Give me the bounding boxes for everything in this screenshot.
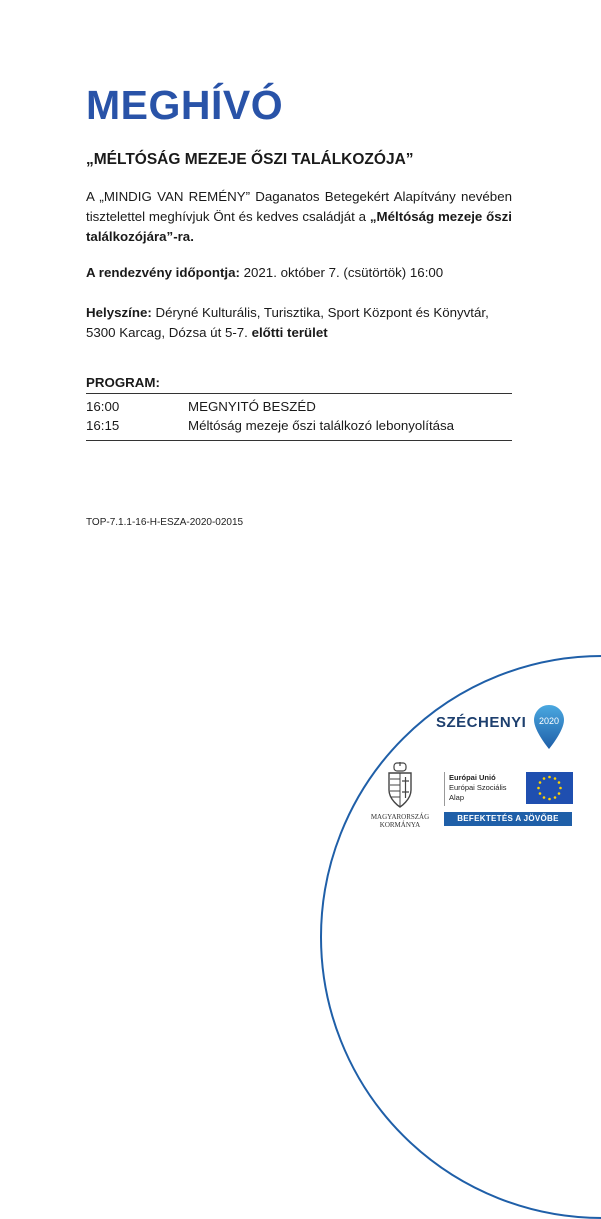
eu-logo-block: [444, 772, 573, 806]
venue-suffix: előtti terület: [251, 325, 328, 340]
eu-fund-line2: Alap: [449, 793, 465, 802]
event-subtitle: „MÉLTÓSÁG MEZEJE ŐSZI TALÁLKOZÓJA”: [86, 151, 414, 168]
intro-paragraph: [86, 187, 512, 247]
program-item: MEGNYITÓ BESZÉD: [188, 399, 316, 414]
program-row: [86, 397, 512, 416]
eu-name: Európai Unió: [449, 773, 496, 782]
eu-flag-icon: [526, 772, 573, 804]
eu-fund-line1: Európai Szociális: [449, 783, 507, 792]
program-item: Méltóság mezeje őszi találkozó lebonyolítása: [188, 418, 455, 433]
project-code: TOP-7.1.1-16-H-ESZA-2020-02015: [86, 517, 244, 528]
program-row: [86, 416, 512, 435]
program-time: 16:15: [86, 418, 120, 433]
event-venue: [86, 303, 512, 343]
program-time: 16:00: [86, 399, 120, 414]
eu-text: [449, 773, 507, 803]
event-date: [86, 263, 443, 283]
program-table: [86, 393, 512, 441]
szechenyi-pin-icon: [533, 704, 565, 750]
invitation-title: MEGHÍVÓ: [86, 82, 284, 128]
venue-label: Helyszíne:: [86, 305, 152, 320]
intro-text: A „MINDIG VAN REMÉNY” Daganatos Betegekért Alapítvány nevében tisztelettel meghívjuk Önt és kedves családját a: [86, 189, 512, 224]
intro-event-name: „Méltóság mezeje őszi találkozójára”-ra.: [86, 209, 512, 244]
szechenyi-logo-text: SZÉCHENYI: [436, 714, 527, 731]
szechenyi-year: 2020: [538, 716, 560, 726]
hungarian-coat-of-arms-icon: [385, 762, 415, 810]
venue-address: Déryné Kulturális, Turisztika, Sport Központ és Könyvtár, 5300 Karcag, Dózsa út 5-7.: [86, 305, 489, 340]
date-value: 2021. október 7. (csütörtök) 16:00: [239, 265, 444, 280]
slogan-banner: BEFEKTETÉS A JÖVŐBE: [444, 812, 572, 826]
government-line1: MAGYARORSZÁG: [370, 813, 430, 821]
date-label: A rendezvény időpontja:: [86, 265, 240, 280]
government-name: [364, 813, 436, 829]
government-line2: KORMÁNYA: [379, 821, 421, 829]
program-title: PROGRAM:: [86, 375, 160, 390]
